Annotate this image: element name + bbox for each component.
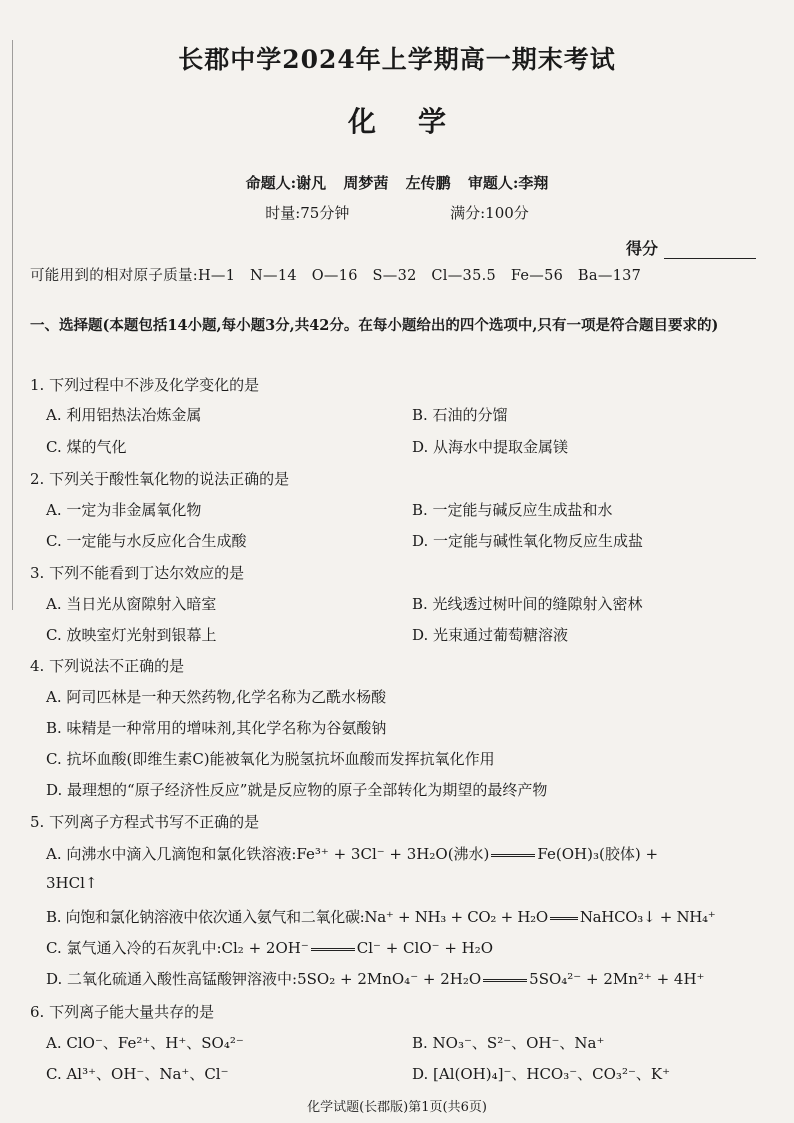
- question-1-option-a: A. 利用铝热法冶炼金属: [46, 406, 202, 424]
- exam-title: 长郡中学2024年上学期高一期末考试: [178, 45, 616, 74]
- question-1-option-c: C. 煤的气化: [46, 438, 127, 456]
- question-5-option-a: [46, 843, 658, 864]
- question-6-option-c: C. Al³⁺、OH⁻、Na⁺、Cl⁻: [46, 1065, 229, 1083]
- atomic-masses: 可能用到的相对原子质量:H—1 N—14 O—16 S—32 Cl—35.5 Fe—56 Ba—137: [30, 268, 642, 284]
- question-3-stem: 3. 下列不能看到丁达尔效应的是: [30, 564, 245, 582]
- question-5-option-c: [46, 937, 493, 958]
- question-3-option-a: A. 当日光从窗隙射入暗室: [46, 595, 217, 613]
- author-1: 命题人:谢凡: [245, 174, 327, 192]
- option-d-right: 5SO₄²⁻ + 2Mn²⁺ + 4H⁺: [529, 970, 705, 988]
- question-4-stem: 4. 下列说法不正确的是: [30, 657, 185, 675]
- question-5-option-d: [46, 968, 704, 989]
- subject-title: 化学: [347, 105, 488, 138]
- authors-line: [0, 172, 794, 193]
- question-5-option-a-cont: 3HCl↑: [46, 874, 98, 892]
- section-1-heading: 一、选择题(本题包括14小题,每小题3分,共42分。在每小题给出的四个选项中,只有一项是符合题目要求的): [30, 317, 719, 334]
- question-1-stem: 1. 下列过程中不涉及化学变化的是: [30, 376, 260, 394]
- question-2-option-d: D. 一定能与碱性氧化物反应生成盐: [412, 532, 644, 550]
- question-4-option-b: B. 味精是一种常用的增味剂,其化学名称为谷氨酸钠: [46, 719, 387, 737]
- author-3: 左传鹏: [405, 174, 451, 192]
- equals-sign-icon: [550, 917, 578, 920]
- page-footer: 化学试题(长郡版)第1页(共6页): [307, 1100, 487, 1115]
- score-box: [626, 236, 756, 259]
- full-score: 满分:100分: [450, 204, 529, 222]
- question-2-option-c: C. 一定能与水反应化合生成酸: [46, 532, 247, 550]
- equals-sign-icon: [311, 948, 355, 951]
- equals-sign-icon: [491, 854, 535, 857]
- option-c-left: C. 氯气通入冷的石灰乳中:Cl₂ + 2OH⁻: [46, 939, 309, 957]
- question-6-option-a: A. ClO⁻、Fe²⁺、H⁺、SO₄²⁻: [46, 1034, 244, 1052]
- question-3-option-c: C. 放映室灯光射到银幕上: [46, 626, 217, 644]
- question-4-option-d: D. 最理想的“原子经济性反应”就是反应物的原子全部转化为期望的最终产物: [46, 781, 548, 799]
- question-6-option-b: B. NO₃⁻、S²⁻、OH⁻、Na⁺: [412, 1034, 605, 1052]
- question-2-stem: 2. 下列关于酸性氧化物的说法正确的是: [30, 470, 290, 488]
- question-1-option-b: B. 石油的分馏: [412, 406, 508, 424]
- question-6-stem: 6. 下列离子能大量共存的是: [30, 1003, 215, 1021]
- option-d-left: D. 二氧化硫通入酸性高锰酸钾溶液中:5SO₂ + 2MnO₄⁻ + 2H₂O: [46, 970, 482, 988]
- equals-sign-icon: [483, 979, 527, 982]
- author-2: 周梦茜: [343, 174, 389, 192]
- option-b-left: B. 向饱和氯化钠溶液中依次通入氨气和二氧化碳:Na⁺ + NH₃ + CO₂ + H₂O: [46, 908, 548, 926]
- question-2-option-a: A. 一定为非金属氧化物: [46, 501, 202, 519]
- timing-line: [0, 202, 794, 223]
- question-5-stem: 5. 下列离子方程式书写不正确的是: [30, 813, 260, 831]
- question-5-option-b: [46, 906, 715, 927]
- question-4-option-a: A. 阿司匹林是一种天然药物,化学名称为乙酰水杨酸: [46, 688, 387, 706]
- question-6-option-d: D. [Al(OH)₄]⁻、HCO₃⁻、CO₃²⁻、K⁺: [412, 1065, 671, 1083]
- option-a-left: A. 向沸水中滴入几滴饱和氯化铁溶液:Fe³⁺ + 3Cl⁻ + 3H₂O(沸水): [46, 845, 490, 863]
- reviewer: 审题人:李翔: [467, 174, 549, 192]
- question-1-option-d: D. 从海水中提取金属镁: [412, 438, 569, 456]
- question-3-option-b: B. 光线透过树叶间的缝隙射入密林: [412, 595, 643, 613]
- question-4-option-c: C. 抗坏血酸(即维生素C)能被氧化为脱氢抗坏血酸而发挥抗氧化作用: [46, 750, 495, 768]
- score-blank: [664, 242, 756, 259]
- question-3-option-d: D. 光束通过葡萄糖溶液: [412, 626, 569, 644]
- question-2-option-b: B. 一定能与碱反应生成盐和水: [412, 501, 613, 519]
- option-c-right: Cl⁻ + ClO⁻ + H₂O: [356, 939, 494, 957]
- score-label: 得分: [626, 239, 659, 258]
- option-b-right: NaHCO₃↓ + NH₄⁺: [579, 908, 716, 926]
- exam-time: 时量:75分钟: [265, 204, 350, 222]
- option-a-right: Fe(OH)₃(胶体) +: [537, 845, 659, 863]
